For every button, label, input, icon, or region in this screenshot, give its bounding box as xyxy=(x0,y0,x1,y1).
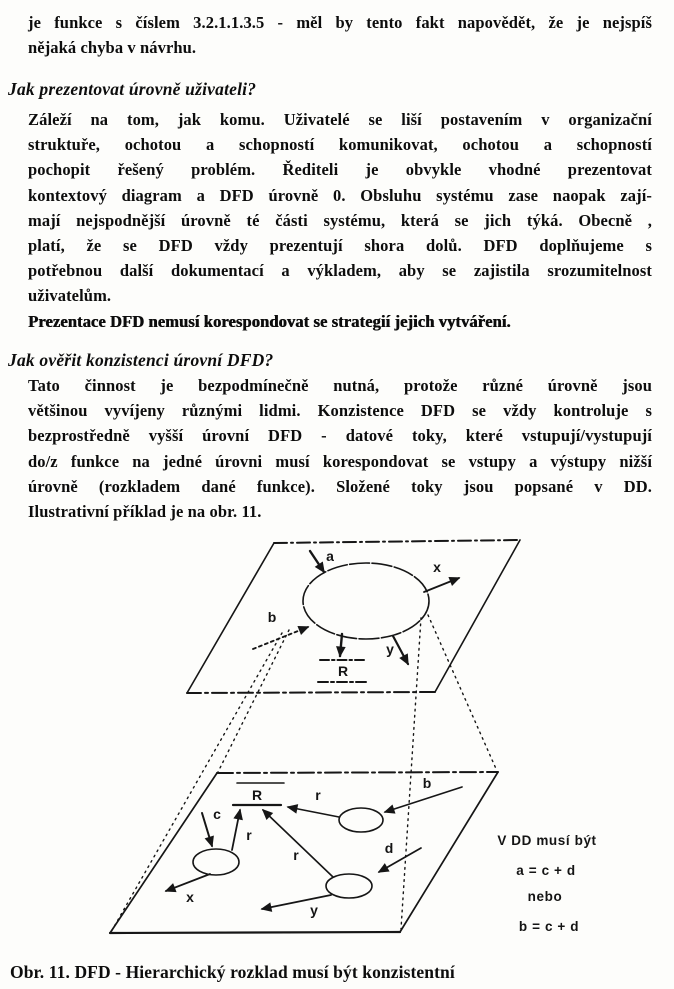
flow-x-label: x xyxy=(433,559,441,575)
answer-paragraph-2 xyxy=(28,373,652,524)
upper-flow-a xyxy=(310,548,334,572)
text-line: uživatelům. xyxy=(28,286,112,306)
text-line: potřebnou další dokumentací a výkladem, aby se zajistila srozumitelnost xyxy=(28,261,652,281)
question-heading-2: Jak ověřit konzistenci úrovní DFD? xyxy=(8,350,274,370)
question-heading-1: Jak prezentovat úrovně uživateli? xyxy=(8,79,257,99)
text-line: bezprostředně vyšší úrovní DFD - datové toky, které vstupují/vystupují xyxy=(28,426,652,446)
flow-c-label: c xyxy=(213,806,221,822)
upper-flow-to-store xyxy=(340,634,342,656)
dd-note-line-2: a = c + d xyxy=(516,863,576,878)
flow-b-label: b xyxy=(422,775,432,791)
dd-note-line-1: V DD musí být xyxy=(497,833,597,848)
dd-note xyxy=(497,833,596,934)
flow-r1-label: r xyxy=(246,827,252,843)
text-line: platí, že se DFD vždy prezentují shora dolů. DFD doplňujeme s xyxy=(28,236,652,256)
lower-flow-r3 xyxy=(288,787,339,817)
text-line: úrovně (rozkladem dané funkce). Složené toky jsou popsané v DD. xyxy=(28,476,652,496)
store-r-label: R xyxy=(251,787,263,803)
text-line: pochopit řešený problém. Řediteli je obvykle vhodné prezentovat xyxy=(28,160,652,180)
flow-r2-label: r xyxy=(293,847,299,863)
dfd-hierarchy-figure xyxy=(0,530,674,950)
flow-y-label: y xyxy=(310,902,318,918)
text-line: Ilustrativní příklad je na obr. 11. xyxy=(28,502,262,522)
text-line: Tato činnost je bezpodmínečně nutná, protože různé úrovně jsou xyxy=(28,376,652,395)
flow-b-label: b xyxy=(267,609,277,625)
text-line: je funkce s číslem 3.2.1.1.3.5 - měl by tento fakt napovědět, že je nejspíš xyxy=(28,13,652,32)
lower-data-store-r xyxy=(233,783,284,805)
emphasized-statement: Prezentace DFD nemusí korespondovat se strategií jejich vytváření. xyxy=(28,311,511,331)
text-line: struktuře, ochotou a schopností komunikovat, ochotou a schopností xyxy=(28,135,652,155)
lower-flow-r2 xyxy=(263,810,333,877)
upper-flow-b xyxy=(253,609,308,649)
upper-flow-y xyxy=(386,636,408,664)
answer-paragraph-1 xyxy=(28,107,652,334)
text-line: většinou vyvíjeny různými lidmi. Konzistence DFD se vždy kontroluje s xyxy=(28,401,652,421)
flow-d-label: d xyxy=(384,840,394,856)
lower-flow-d xyxy=(379,840,421,872)
intro-paragraph xyxy=(28,10,652,60)
text-line: nějaká chyba v návrhu. xyxy=(28,38,197,58)
lower-flow-b xyxy=(385,775,462,812)
flow-y-label: y xyxy=(386,641,394,657)
upper-process-ellipse xyxy=(303,563,429,639)
lower-flow-c xyxy=(202,806,221,846)
text-line: mají nejspodnější úrovně té části systému, která se jich týká. Obecně , xyxy=(28,210,652,230)
lower-flow-r1 xyxy=(232,810,252,850)
flow-x-label: x xyxy=(186,889,194,905)
lower-process-ellipse-right xyxy=(339,808,383,832)
text-line: kontextový diagram a DFD úrovně 0. Obsluhu systému zase naopak zají- xyxy=(28,185,652,205)
upper-flow-x xyxy=(424,559,459,592)
text-line: do/z funkce na jedné úrovni musí korespondovat se vstupy a výstupy nižší xyxy=(28,451,652,471)
dd-note-line-3: nebo xyxy=(527,889,563,904)
upper-data-store-r xyxy=(318,660,368,682)
flow-r3-label: r xyxy=(315,787,321,803)
figure-caption: Obr. 11. DFD - Hierarchický rozklad musí být konzistentní xyxy=(10,962,455,982)
lower-flow-x xyxy=(166,874,210,905)
dd-note-line-4: b = c + d xyxy=(518,919,580,934)
text-line: Záleží na tom, jak komu. Uživatelé se liší postavením v organizační xyxy=(28,110,652,129)
lower-flow-y xyxy=(262,895,331,918)
flow-a-label: a xyxy=(326,548,334,564)
lower-process-ellipse-left xyxy=(193,849,239,875)
lower-plane xyxy=(110,772,498,933)
store-r-label: R xyxy=(337,663,349,679)
